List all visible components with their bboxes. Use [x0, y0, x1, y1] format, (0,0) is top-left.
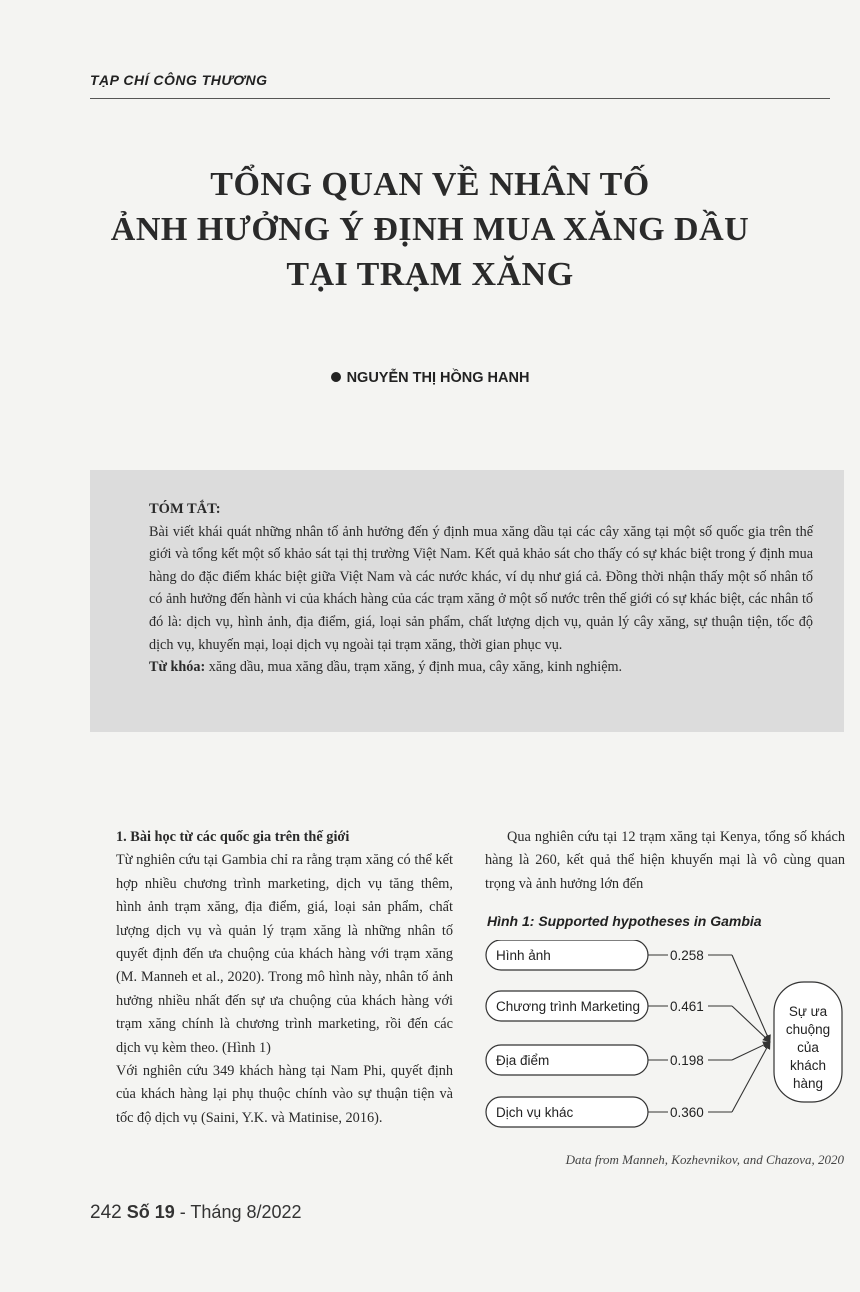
keywords-label: Từ khóa:	[149, 659, 206, 676]
page-footer	[90, 1202, 302, 1224]
title-line-2: ẢNH HƯỞNG Ý ĐỊNH MUA XĂNG DẦU	[110, 211, 750, 248]
abstract-body: Bài viết khái quát những nhân tố ảnh hưởng đến ý định mua xăng dầu tại các cây xăng tại một số quốc gia trên thế giới và tổng kết một số khảo sát tại thị trường Việt Nam. Kết quả khảo sát cho thấy có sự khác biệt trong ý định mua hàng do đặc điểm khác biệt giữa Việt Nam và các nước khác, ví dụ như giá cả. Đồng thời nhận thấy một số nhân tố có ảnh hưởng đến hành vi của khách hàng của các trạm xăng ở một số nước trên thế giới có sự khác biệt, các nhân tố đó là: dịch vụ, hình ảnh, địa điểm, giá, loại sản phẩm, chất lượng dịch vụ, quản lý cây xăng, sự thuận tiện, tốc độ dịch vụ, khuyến mại, loại dịch vụ ngoài tại trạm xăng, thời gian phục vụ.	[149, 523, 813, 653]
factor-label: Chương trình Marketing	[496, 999, 640, 1014]
target-label-line: chuộng	[785, 1022, 831, 1037]
section-heading: 1. Bài học từ các quốc gia trên thế giới	[116, 829, 350, 845]
hypotheses-diagram	[482, 940, 844, 1145]
path-coefficient: 0.461	[670, 999, 704, 1014]
issue-date: - Tháng 8/2022	[174, 1202, 302, 1222]
hypothesis-arrow	[732, 1042, 770, 1060]
title-line-1: TỔNG QUAN VỀ NHÂN TỐ	[210, 166, 650, 203]
factor-label: Dịch vụ khác	[496, 1105, 574, 1120]
issue-number: Số 19	[126, 1202, 175, 1222]
title-line-3: TẠI TRẠM XĂNG	[286, 256, 574, 293]
author-line	[0, 370, 860, 386]
hypothesis-arrow	[732, 1042, 770, 1112]
hypothesis-arrow	[732, 955, 770, 1042]
target-label-line: của	[797, 1040, 819, 1055]
target-label-line: hàng	[792, 1076, 824, 1091]
path-coefficient: 0.198	[670, 1053, 704, 1068]
bullet-icon	[331, 372, 341, 382]
paragraph-kenya: Qua nghiên cứu tại 12 trạm xăng tại Kenya, tổng số khách hàng là 260, kết quả thể hiện khuyến mại là vô cùng quan trọng và ảnh hưởng lớn đến	[485, 829, 845, 892]
article-title	[0, 162, 860, 297]
right-column	[485, 826, 845, 896]
path-coefficient: 0.258	[670, 948, 704, 963]
keywords-text: xăng dầu, mua xăng dầu, trạm xăng, ý định mua, cây xăng, kinh nghiệm.	[208, 659, 623, 676]
hypothesis-arrow	[732, 1006, 770, 1042]
header-rule	[90, 98, 830, 99]
paragraph-south-africa: Với nghiên cứu 349 khách hàng tại Nam Phi, quyết định của khách hàng lại phụ thuộc chính vào sự thuận tiện và tốc độ dịch vụ (Saini, Y.K. và Matinise, 2016).	[116, 1063, 453, 1126]
abstract-box	[90, 470, 844, 732]
path-coefficient: 0.360	[670, 1105, 704, 1120]
author-name: NGUYỄN THỊ HỒNG HANH	[346, 370, 530, 386]
target-label-line: khách	[789, 1058, 827, 1073]
paragraph-gambia: Từ nghiên cứu tại Gambia chỉ ra rằng trạm xăng có thể kết hợp nhiều chương trình marketing, dịch vụ tăng thêm, hình ảnh trạm xăng, địa điểm, giá, loại sản phẩm, chất lượng dịch vụ và quản lý trạm xăng là những nhân tố quyết định đến ưa chuộng của khách hàng với trạm xăng (M. Manneh et al., 2020). Trong mô hình này, nhân tố ảnh hưởng nhiều nhất đến sự ưa chuộng của khách hàng với trạm xăng chính là chương trình marketing, rồi đến các dịch vụ kèm theo. (Hình 1)	[116, 852, 453, 1056]
factor-label: Địa điểm	[496, 1053, 550, 1068]
journal-header: TẠP CHÍ CÔNG THƯƠNG	[90, 72, 268, 88]
abstract-heading: TÓM TẮT:	[149, 501, 221, 517]
figure-title: Hình 1: Supported hypotheses in Gambia	[487, 913, 762, 929]
figure-source: Data from Manneh, Kozhevnikov, and Chazova, 2020	[565, 1152, 844, 1167]
target-label-line: Sự ưa	[788, 1004, 828, 1019]
page-number: 242	[90, 1202, 122, 1223]
factor-label: Hình ảnh	[496, 948, 551, 963]
abstract-content	[149, 498, 813, 679]
abstract-keywords	[149, 656, 813, 679]
left-column	[116, 826, 453, 1130]
